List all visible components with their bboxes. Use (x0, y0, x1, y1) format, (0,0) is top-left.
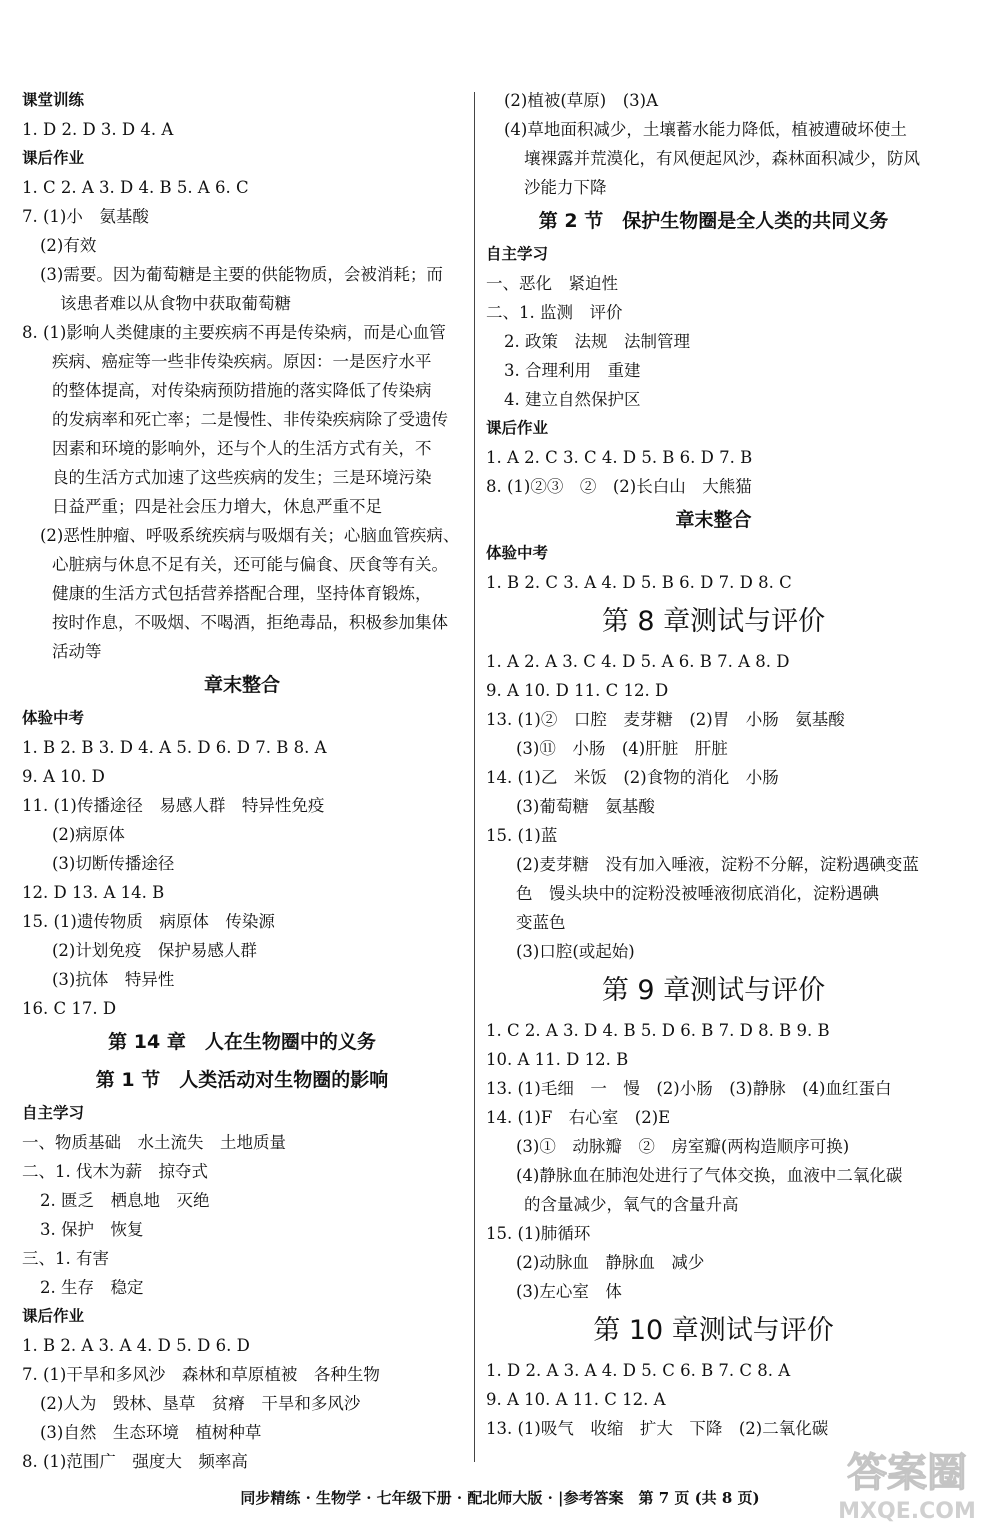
section-label: 体验中考 (486, 544, 549, 562)
answer-line: 1. A 2. C 3. C 4. D 5. B 6. D 7. B (486, 448, 753, 467)
answer-line: 1. B 2. C 3. A 4. D 5. B 6. D 7. D 8. C (486, 573, 792, 592)
answer-line: 良的生活方式加速了这些疾病的发生；三是环境污染 (52, 468, 432, 487)
answer-line: 按时作息，不吸烟、不喝酒，拒绝毒品，积极参加集体 (52, 613, 448, 632)
answer-line: 9. A 10. D 11. C 12. D (486, 681, 669, 700)
answer-line: (2)人为 毁林、垦草 贫瘠 干旱和多风沙 (40, 1394, 361, 1413)
answer-line: (2)计划免疫 保护易感人群 (52, 941, 257, 960)
answer-line: 疾病、癌症等一些非传染疾病。原因：一是医疗水平 (52, 352, 432, 371)
section-label: 自主学习 (486, 245, 549, 263)
answer-line: 2. 政策 法规 法制管理 (504, 332, 690, 351)
svg-text:MXQE.COM: MXQE.COM (838, 1499, 976, 1524)
answer-line: 15. (1)蓝 (486, 826, 558, 845)
answer-line: (4)静脉血在肺泡处进行了气体交换，血液中二氧化碳 (516, 1166, 903, 1185)
answer-line: 变蓝色 (516, 913, 566, 932)
answer-line: 1. C 2. A 3. D 4. B 5. D 6. B 7. D 8. B 9. B (486, 1021, 830, 1040)
answer-line: 8. (1)范围广 强度大 频率高 (22, 1452, 248, 1471)
answer-line: 该患者难以从食物中获取葡萄糖 (60, 294, 291, 313)
answer-line: 三、1. 有害 (22, 1249, 109, 1268)
answer-line: (3)口腔(或起始) (516, 942, 635, 961)
answer-line: 14. (1)F 右心室 (2)E (486, 1108, 671, 1127)
answer-line: 的整体提高，对传染病预防措施的落实降低了传染病 (52, 381, 432, 400)
section-heading: 第 14 章 人在生物圈中的义务 (108, 1031, 376, 1053)
answer-line: 因素和环境的影响外，还与个人的生活方式有关，不 (52, 439, 432, 458)
answer-line: 色 馒头块中的淀粉没被唾液彻底消化，淀粉遇碘 (516, 884, 879, 903)
answer-line: 的发病率和死亡率；二是慢性、非传染疾病除了受遗传 (52, 410, 448, 429)
answer-line: (2)恶性肿瘤、呼吸系统疾病与吸烟有关；心脑血管疾病、 (40, 526, 460, 545)
answer-line: (4)草地面积减少，土壤蓄水能力降低，植被遭破坏使土 (504, 120, 907, 139)
answer-line: 二、1. 监测 评价 (486, 303, 623, 322)
column-divider (474, 92, 475, 1462)
answer-line: (2)病原体 (52, 825, 125, 844)
answer-line: (3)左心室 体 (516, 1282, 622, 1301)
answer-line: 4. 建立自然保护区 (504, 390, 641, 409)
answer-line: 一、物质基础 水土流失 土地质量 (22, 1133, 286, 1152)
left-column (22, 86, 462, 1476)
answer-line: 1. D 2. A 3. A 4. D 5. C 6. B 7. C 8. A (486, 1361, 791, 1380)
answer-line: 10. A 11. D 12. B (486, 1050, 629, 1069)
answer-line: 8. (1)②③ ② (2)长白山 大熊猫 (486, 477, 752, 496)
answer-line: 13. (1)毛细 一 慢 (2)小肠 (3)静脉 (4)血红蛋白 (486, 1079, 892, 1098)
answer-line: 3. 合理利用 重建 (504, 361, 641, 380)
answer-line: 2. 生存 稳定 (40, 1278, 144, 1297)
answer-line: 13. (1)② 口腔 麦芽糖 (2)胃 小肠 氨基酸 (486, 710, 845, 729)
answer-line: 1. B 2. A 3. A 4. D 5. D 6. D (22, 1336, 250, 1355)
answer-line: 1. B 2. B 3. D 4. A 5. D 6. D 7. B 8. A (22, 738, 327, 757)
answer-line: 3. 保护 恢复 (40, 1220, 144, 1239)
section-heading: 章末整合 (675, 509, 752, 531)
answer-line: (3)抗体 特异性 (52, 970, 175, 989)
answer-line: (3)切断传播途径 (52, 854, 175, 873)
answer-line: 一、恶化 紧迫性 (486, 274, 618, 293)
answer-line: 16. C 17. D (22, 999, 117, 1018)
answer-line: 11. (1)传播途径 易感人群 特异性免疫 (22, 796, 325, 815)
answer-line: 活动等 (52, 642, 102, 661)
answer-line: 9. A 10. A 11. C 12. A (486, 1390, 666, 1409)
answer-line: (3)⑪ 小肠 (4)肝脏 肝脏 (516, 739, 728, 758)
section-label: 课后作业 (22, 1307, 85, 1325)
section-label: 课后作业 (486, 419, 549, 437)
answer-line: 沙能力下降 (524, 178, 607, 197)
answer-line: 的含量减少，氧气的含量升高 (524, 1195, 739, 1214)
section-heading: 第 1 节 人类活动对生物圈的影响 (95, 1069, 389, 1091)
section-label: 课后作业 (22, 149, 85, 167)
answer-line: (2)有效 (40, 236, 97, 255)
answer-line: (3)自然 生态环境 植树种草 (40, 1423, 262, 1442)
section-label: 课堂训练 (22, 91, 85, 109)
answer-line: (3)需要。因为葡萄糖是主要的供能物质，会被消耗；而 (40, 265, 443, 284)
answer-line: 1. C 2. A 3. D 4. B 5. A 6. C (22, 178, 249, 197)
page-footer: 同步精练 · 生物学 · 七年级下册 · 配北师大版 · |参考答案 第 7 页 (共 8 页) (240, 1489, 760, 1507)
answer-line: 15. (1)肺循环 (486, 1224, 591, 1243)
answer-line: (2)植被(草原) (3)A (504, 91, 659, 110)
answer-line: 1. A 2. A 3. C 4. D 5. A 6. B 7. A 8. D (486, 652, 790, 671)
chapter-test-heading: 第 8 章测试与评价 (601, 606, 826, 637)
answer-line: 7. (1)干旱和多风沙 森林和草原植被 各种生物 (22, 1365, 380, 1384)
answer-line: 9. A 10. D (22, 767, 105, 786)
answer-line: 12. D 13. A 14. B (22, 883, 165, 902)
answer-line: 二、1. 伐木为薪 掠夺式 (22, 1162, 208, 1181)
chapter-test-heading: 第 10 章测试与评价 (593, 1315, 834, 1346)
answer-line: 健康的生活方式包括营养搭配合理，坚持体育锻炼， (52, 584, 432, 603)
answer-line: 15. (1)遗传物质 病原体 传染源 (22, 912, 275, 931)
answer-line: 1. D 2. D 3. D 4. A (22, 120, 174, 139)
answer-line: 日益严重；四是社会压力增大，休息严重不足 (52, 497, 382, 516)
answer-line: 14. (1)乙 米饭 (2)食物的消化 小肠 (486, 768, 779, 787)
watermark-logo (819, 1428, 994, 1528)
answer-line: (2)动脉血 静脉血 减少 (516, 1253, 705, 1272)
answer-line: 8. (1)影响人类健康的主要疾病不再是传染病，而是心血管 (22, 323, 446, 342)
svg-text:答案圈: 答案圈 (847, 1450, 967, 1496)
answer-line: (3)葡萄糖 氨基酸 (516, 797, 655, 816)
right-column (486, 86, 941, 1443)
answer-line: 13. (1)吸气 收缩 扩大 下降 (2)二氧化碳 (486, 1419, 829, 1438)
answer-line: 壤裸露并荒漠化，有风便起风沙，森林面积减少，防风 (524, 149, 920, 168)
answer-line: (3)① 动脉瓣 ② 房室瓣(两构造顺序可换) (516, 1137, 850, 1156)
answer-line: 心脏病与休息不足有关，还可能与偏食、厌食等有关。 (52, 555, 448, 574)
section-label: 体验中考 (22, 709, 85, 727)
section-heading: 章末整合 (203, 674, 280, 696)
answer-line: 7. (1)小 氨基酸 (22, 207, 149, 226)
chapter-test-heading: 第 9 章测试与评价 (601, 975, 826, 1006)
section-label: 自主学习 (22, 1104, 85, 1122)
section-heading: 第 2 节 保护生物圈是全人类的共同义务 (538, 210, 889, 232)
answer-line: 2. 匮乏 栖息地 灭绝 (40, 1191, 210, 1210)
answer-line: (2)麦芽糖 没有加入唾液，淀粉不分解，淀粉遇碘变蓝 (516, 855, 919, 874)
